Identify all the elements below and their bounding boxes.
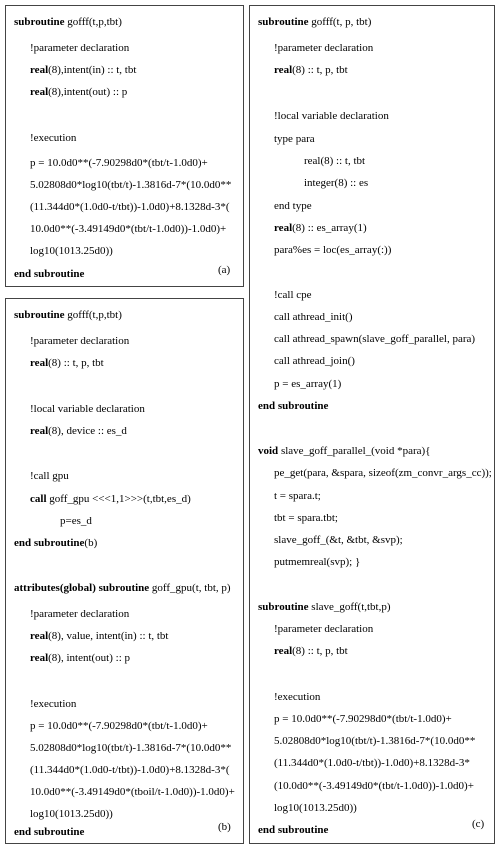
code-line: [274, 41, 373, 55]
code-text: tbt = spara.tbt;: [274, 512, 338, 524]
code-line: [30, 697, 76, 711]
code-keyword: real: [274, 645, 293, 657]
code-text: log10(1013.25d0)): [30, 808, 113, 820]
code-line: [258, 823, 328, 837]
code-text: call athread_init(): [274, 311, 353, 323]
code-text: call athread_spawn(slave_goff_parallel, para): [274, 333, 476, 345]
code-line: [30, 719, 208, 733]
code-panel-a: [5, 5, 244, 287]
code-text: slave_goff_(&t, &tbt, &svp);: [274, 534, 403, 546]
panel-label: (b): [218, 821, 231, 833]
code-line: [14, 581, 231, 595]
code-line: [30, 131, 76, 145]
code-line: [274, 109, 389, 123]
code-text: !execution: [274, 691, 321, 703]
code-text: !parameter declaration: [30, 335, 130, 347]
code-line: [14, 825, 84, 839]
code-text: goff_gpu <<<1,1>>>(t,tbt,es_d): [49, 493, 191, 505]
code-line: [274, 712, 452, 726]
code-line: [30, 356, 104, 370]
code-line: [30, 651, 130, 665]
code-text: integer(8) :: es: [304, 177, 369, 189]
code-line: [304, 154, 365, 168]
code-text: call athread_join(): [274, 355, 355, 367]
code-keyword: real: [30, 425, 49, 437]
code-text: (11.344d0*(1.0d0-t/tbt))-1.0d0)+8.1328d-3*(: [30, 764, 230, 776]
code-line: [274, 288, 312, 302]
code-line: [14, 15, 122, 29]
code-text: slave_goff_parallel_(void *para){: [280, 445, 431, 457]
code-text: gofff(t,p,tbt): [67, 309, 122, 321]
code-keyword: end subroutine: [258, 824, 329, 836]
code-line: [274, 63, 348, 77]
code-text: pe_get(para, &spara, sizeof(zm_convr_args_cc));: [274, 467, 492, 479]
code-line: [30, 607, 129, 621]
code-text: real(8) :: t, tbt: [304, 155, 366, 167]
code-line: [274, 734, 475, 748]
code-text: (8) :: es_array(1): [292, 222, 367, 234]
code-text: (8) :: t, p, tbt: [292, 645, 348, 657]
code-text: (8) :: t, p, tbt: [48, 357, 104, 369]
code-line: [274, 644, 348, 658]
code-line: [274, 489, 321, 503]
code-keyword: end subroutine: [14, 268, 85, 280]
code-keyword: call: [30, 493, 50, 505]
code-keyword: real: [274, 64, 293, 76]
code-text: (8), device :: es_d: [48, 425, 127, 437]
code-text: !local variable declaration: [274, 110, 389, 122]
code-text: !execution: [30, 132, 77, 144]
code-text: 5.02808d0*log10(tbt/t)-1.3816d-7*(10.0d0**: [274, 735, 476, 747]
code-text: p=es_d: [60, 515, 92, 527]
code-keyword: real: [274, 222, 293, 234]
code-text: goff_gpu(t, tbt, p): [151, 582, 231, 594]
code-line: [30, 200, 230, 214]
code-keyword: void: [258, 445, 281, 457]
code-line: [274, 221, 367, 235]
code-keyword: real: [30, 357, 49, 369]
code-text: type para: [274, 133, 315, 145]
code-line: [274, 466, 492, 480]
code-text: 10.0d0**(-3.49149d0*(tboil/t-1.0d0))-1.0d0)+: [30, 786, 235, 798]
code-panel-c: [249, 5, 495, 844]
code-text: (8), value, intent(in) :: t, tbt: [48, 630, 169, 642]
code-text: !execution: [30, 698, 77, 710]
code-keyword: attributes(global) subroutine: [14, 582, 152, 594]
code-keyword: real: [30, 630, 49, 642]
code-line: [274, 622, 373, 636]
code-line: [30, 63, 136, 77]
code-keyword: end subroutine: [258, 400, 329, 412]
code-keyword: end subroutine: [14, 537, 85, 549]
code-line: [30, 741, 231, 755]
code-keyword: real: [30, 86, 49, 98]
code-text: (8),intent(out) :: p: [48, 86, 128, 98]
code-text: slave_goff(t,tbt,p): [311, 601, 391, 613]
code-line: [274, 243, 391, 257]
code-text: log10(1013.25d0)): [274, 802, 357, 814]
code-line: [30, 807, 113, 821]
code-line: [274, 533, 403, 547]
code-text: !call gpu: [30, 470, 69, 482]
code-text: (11.344d0*(1.0d0-t/tbt))-1.0d0)+8.1328d-3*: [274, 757, 470, 769]
code-line: [30, 244, 113, 258]
panel-label: (c): [472, 818, 485, 830]
code-line: [274, 132, 315, 146]
code-keyword: end subroutine: [14, 826, 85, 838]
code-line: [258, 600, 391, 614]
code-text: 5.02808d0*log10(tbt/t)-1.3816d-7*(10.0d0**: [30, 742, 232, 754]
code-line: [274, 354, 355, 368]
code-line: [30, 41, 129, 55]
code-line: [30, 156, 208, 170]
code-line: [258, 15, 371, 29]
code-text: p = es_array(1): [274, 378, 342, 390]
code-keyword: subroutine: [14, 309, 68, 321]
code-text: (8), intent(out) :: p: [48, 652, 130, 664]
code-text: gofff(t,p,tbt): [67, 16, 122, 28]
code-line: [30, 178, 231, 192]
code-keyword: subroutine: [258, 601, 312, 613]
code-line: [14, 308, 122, 322]
code-line: [30, 785, 235, 799]
code-text: gofff(t, p, tbt): [311, 16, 372, 28]
code-panel-b: [5, 298, 244, 844]
code-text: (10.0d0**(-3.49149d0*(tbt/t-1.0d0))-1.0d0)+: [274, 780, 474, 792]
code-line: [274, 756, 470, 770]
code-text: (8) :: t, p, tbt: [292, 64, 348, 76]
code-text: para%es = loc(es_array(:)): [274, 244, 392, 256]
code-line: [258, 444, 431, 458]
code-text: p = 10.0d0**(-7.90298d0*(tbt/t-1.0d0)+: [30, 157, 208, 169]
code-line: [30, 85, 127, 99]
code-line: [274, 310, 353, 324]
code-line: [274, 332, 475, 346]
code-text: !parameter declaration: [274, 623, 374, 635]
code-line: [30, 469, 69, 483]
code-line: [14, 536, 97, 550]
code-keyword: real: [30, 652, 49, 664]
code-line: [30, 222, 226, 236]
code-line: [30, 402, 145, 416]
code-text: 5.02808d0*log10(tbt/t)-1.3816d-7*(10.0d0**: [30, 179, 232, 191]
code-line: [304, 176, 368, 190]
code-line: [30, 492, 191, 506]
code-line: [30, 424, 127, 438]
code-line: [30, 629, 169, 643]
code-text: !parameter declaration: [274, 42, 374, 54]
code-line: [274, 779, 474, 793]
code-text: end type: [274, 200, 312, 212]
code-line: [274, 199, 312, 213]
code-keyword: subroutine: [14, 16, 68, 28]
code-line: [30, 763, 230, 777]
code-text: (11.344d0*(1.0d0-t/tbt))-1.0d0)+8.1328d-3*(: [30, 201, 230, 213]
code-keyword: subroutine: [258, 16, 312, 28]
code-text: (b): [84, 537, 98, 549]
code-line: [274, 690, 320, 704]
code-keyword: real: [30, 64, 49, 76]
code-text: t = spara.t;: [274, 490, 321, 502]
code-text: putmemreal(svp); }: [274, 556, 361, 568]
code-text: !parameter declaration: [30, 42, 130, 54]
code-text: 10.0d0**(-3.49149d0*(tbt/t-1.0d0))-1.0d0)+: [30, 223, 227, 235]
code-text: log10(1013.25d0)): [30, 245, 113, 257]
panel-label: (a): [218, 264, 231, 276]
code-line: [274, 511, 338, 525]
code-line: [258, 399, 328, 413]
code-line: [274, 801, 357, 815]
code-line: [60, 514, 92, 528]
code-text: !call cpe: [274, 289, 312, 301]
code-text: p = 10.0d0**(-7.90298d0*(tbt/t-1.0d0)+: [30, 720, 208, 732]
code-line: [274, 377, 341, 391]
code-text: !local variable declaration: [30, 403, 145, 415]
code-line: [30, 334, 129, 348]
code-text: (8),intent(in) :: t, tbt: [48, 64, 137, 76]
code-line: [14, 267, 84, 281]
code-text: p = 10.0d0**(-7.90298d0*(tbt/t-1.0d0)+: [274, 713, 452, 725]
code-line: [274, 555, 360, 569]
code-text: !parameter declaration: [30, 608, 130, 620]
